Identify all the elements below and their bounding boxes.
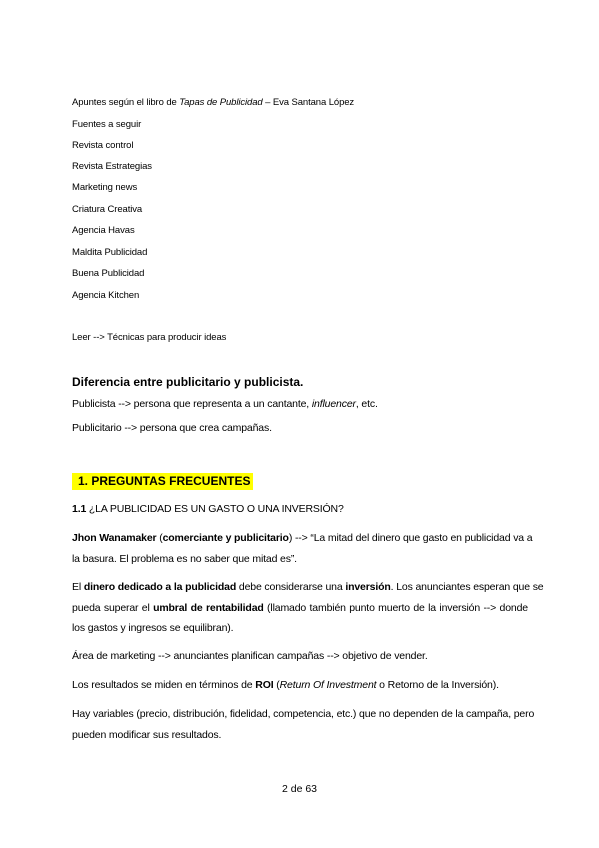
difference-title: Diferencia entre publicitario y publicista. — [72, 375, 304, 389]
source-item: Revista control — [72, 140, 134, 151]
paragraph-wanamaker-line1 — [72, 532, 533, 544]
intro-prefix: Apuntes según el libro de — [72, 97, 180, 108]
wanamaker-role: comerciante y publicitario — [162, 532, 289, 544]
paragraph-variables-line1: Hay variables (precio, distribución, fidelidad, competencia, etc.) que no dependen de la campaña, pero — [72, 708, 535, 720]
publicitario-line: Publicitario --> persona que crea campañas. — [72, 422, 272, 434]
paragraph-wanamaker-line2: la basura. El problema es no saber que mitad es”. — [72, 553, 297, 565]
intro-suffix: – Eva Santana López — [262, 97, 355, 108]
publicista-line — [72, 398, 378, 410]
subsection-text: ¿LA PUBLICIDAD ES UN GASTO O UNA INVERSIÓN? — [86, 503, 344, 515]
source-item: Criatura Creativa — [72, 204, 143, 215]
paragraph-inversion-line2 — [72, 602, 528, 614]
source-item: Marketing news — [72, 182, 138, 193]
source-item: Buena Publicidad — [72, 268, 145, 279]
p4-text1: Los resultados se miden en términos de — [72, 679, 256, 691]
sources-title: Fuentes a seguir — [72, 119, 142, 130]
subsection-title — [72, 503, 344, 515]
paragraph-inversion-line3: los gastos y ingresos se equilibran). — [72, 622, 234, 634]
source-item: Maldita Publicidad — [72, 247, 148, 258]
p1-text1: ( — [156, 532, 163, 544]
paragraph-inversion-line1 — [72, 581, 544, 593]
publicista-prefix: Publicista --> persona que representa a un cantante, — [72, 398, 312, 410]
read-note: Leer --> Técnicas para producir ideas — [72, 332, 227, 343]
section-title — [72, 474, 253, 488]
p2-bold2: inversión — [345, 581, 391, 593]
publicista-italic: influencer — [311, 398, 356, 410]
paragraph-roi — [72, 679, 499, 691]
p2-text3: . Los anunciantes esperan que se — [390, 581, 544, 593]
p2-text2: debe considerarse una — [236, 581, 346, 593]
source-item: Agencia Havas — [72, 225, 135, 236]
intro-line — [72, 97, 354, 108]
paragraph-variables-line2: pueden modificar sus resultados. — [72, 729, 222, 741]
subsection-number: 1.1 — [72, 503, 87, 515]
book-title: Tapas de Publicidad — [179, 97, 263, 108]
p4-italic: Return Of Investment — [279, 679, 377, 691]
p2-text1: El — [72, 581, 84, 593]
p4-text2: ( — [273, 679, 280, 691]
p2-line2-bold: umbral de rentabilidad — [153, 602, 264, 614]
p1-text2: ) --> “La mitad del dinero que gasto en publicidad va a — [288, 532, 533, 544]
p2-line2-text2: (llamado también punto muerto de la inversión --> donde — [263, 602, 528, 614]
p2-line2-text1: pueda superar el — [72, 602, 154, 614]
publicista-suffix: , etc. — [355, 398, 378, 410]
wanamaker-name: Jhon Wanamaker — [72, 532, 157, 544]
paragraph-marketing: Área de marketing --> anunciantes planifican campañas --> objetivo de vender. — [72, 650, 428, 662]
section-title-highlight: 1. PREGUNTAS FRECUENTES — [72, 473, 253, 490]
p2-bold1: dinero dedicado a la publicidad — [83, 581, 237, 593]
p4-bold: ROI — [255, 679, 274, 691]
p4-text3: o Retorno de la Inversión). — [376, 679, 499, 691]
page-number: 2 de 63 — [281, 783, 318, 795]
source-item: Revista Estrategias — [72, 161, 152, 172]
source-item: Agencia Kitchen — [72, 290, 140, 301]
